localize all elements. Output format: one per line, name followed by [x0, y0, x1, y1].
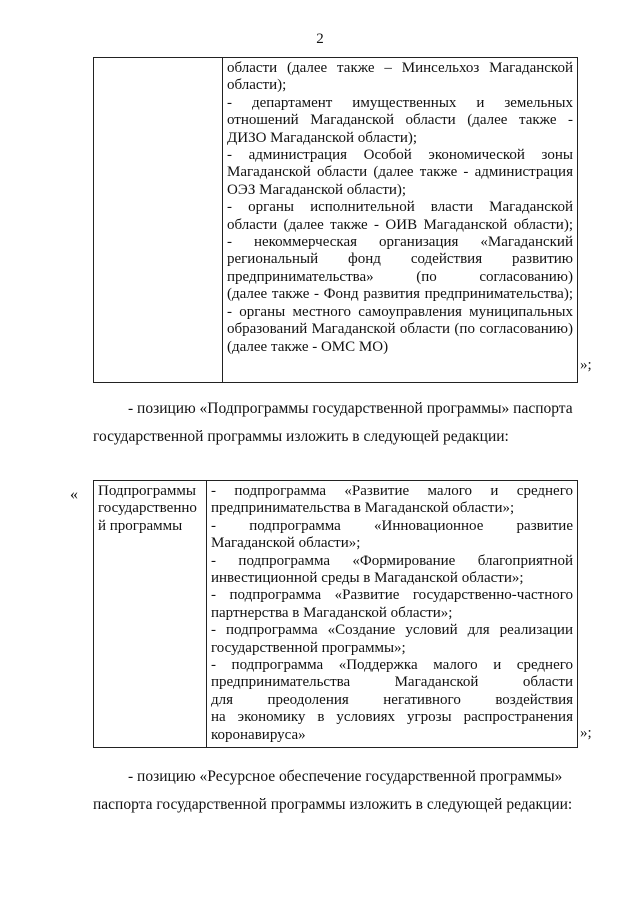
- paragraph-2-line-1: - позицию «Ресурсное обеспечение государственной программы»: [128, 768, 563, 785]
- text-line: Магаданской области (далее также - администрация: [227, 164, 573, 181]
- page-number: 2: [316, 31, 324, 47]
- table-subprograms: [93, 480, 578, 748]
- subprograms-label: [94, 481, 206, 535]
- paragraph-1-line-1: - позицию «Подпрограммы государственной программы» паспорта: [128, 400, 573, 417]
- text-line: - некоммерческая организация «Магаданский: [227, 234, 573, 251]
- text-line: государственной программы»;: [211, 639, 406, 656]
- text-line: для преодоления негативного воздействия: [211, 691, 573, 708]
- table-right-cell: [223, 58, 578, 383]
- text-line: отношений Магаданской области (далее также -: [227, 112, 573, 129]
- closing-quote-2: »;: [580, 725, 592, 741]
- text-line: - подпрограмма «Поддержка малого и среднего: [211, 657, 573, 674]
- text-line: государственно: [98, 500, 197, 517]
- text-line: ДИЗО Магаданской области);: [227, 129, 418, 146]
- text-line: (далее также - ОМС МО): [227, 338, 389, 355]
- table-left-cell: [94, 58, 223, 383]
- text-line: - подпрограмма «Развитие малого и среднего: [211, 483, 573, 499]
- text-line: (далее также - Фонд развития предпринимательства);: [227, 286, 573, 303]
- text-line: - подпрограмма «Развитие государственно-частного: [211, 587, 573, 604]
- text-line: коронавируса»: [211, 726, 306, 743]
- text-line: Подпрограммы: [98, 483, 196, 499]
- text-line: - подпрограмма «Формирование благоприятной: [211, 552, 573, 569]
- paragraph-1-line-2: государственной программы изложить в следующей редакции:: [93, 428, 509, 445]
- closing-quote-1: »;: [580, 357, 592, 373]
- subprograms-list: [207, 481, 577, 744]
- text-line: на экономику в условиях угрозы распространения: [211, 709, 573, 726]
- text-line: инвестиционной среды в Магаданской области»;: [211, 570, 524, 587]
- text-line: предпринимательства» (по согласованию): [227, 268, 573, 285]
- text-line: области (далее также – Минсельхоз Магаданской: [227, 60, 573, 76]
- text-line: предпринимательства Магаданской области: [211, 674, 573, 691]
- subprograms-content-cell: [207, 481, 578, 748]
- table1-text: [223, 58, 577, 356]
- text-line: - органы исполнительной власти Магаданской: [227, 199, 573, 216]
- text-line: - администрация Особой экономической зоны: [227, 147, 573, 164]
- text-line: й программы: [98, 517, 183, 534]
- text-line: ОЭЗ Магаданской области);: [227, 181, 407, 198]
- text-line: - органы местного самоуправления муниципальных: [227, 303, 573, 320]
- text-line: образований Магаданской области (по согласованию): [227, 321, 573, 338]
- text-line: области (далее также - ОИВ Магаданской области);: [227, 216, 573, 233]
- paragraph-2-line-2: паспорта государственной программы изложить в следующей редакции:: [93, 796, 573, 813]
- text-line: предпринимательства в Магаданской области»;: [211, 500, 515, 517]
- text-line: - департамент имущественных и земельных: [227, 94, 573, 111]
- text-line: области);: [227, 77, 287, 94]
- text-line: региональный фонд содействия развитию: [227, 251, 573, 268]
- opening-quote: «: [70, 486, 78, 503]
- text-line: - подпрограмма «Создание условий для реализации: [211, 622, 573, 639]
- subprograms-label-cell: [94, 481, 207, 748]
- text-line: Магаданской области»;: [211, 535, 361, 552]
- text-line: партнерства в Магаданской области»;: [211, 604, 453, 621]
- text-line: - подпрограмма «Инновационное развитие: [211, 517, 573, 534]
- table-continuation: [93, 57, 578, 383]
